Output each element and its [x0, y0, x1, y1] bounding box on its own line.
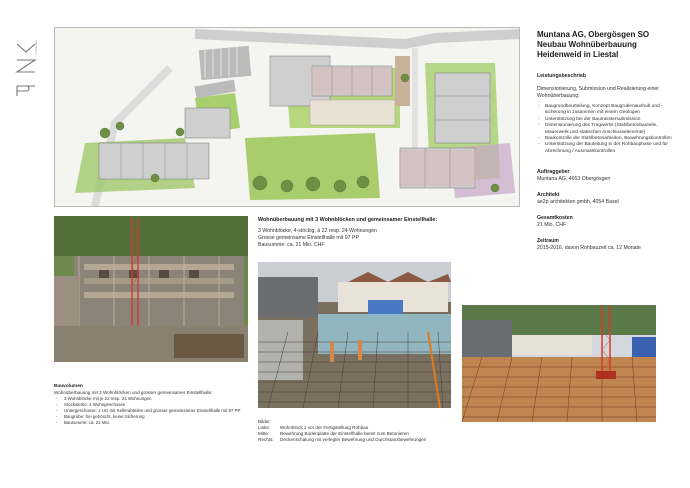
caption-line: Bausumme: ca. 21 Mio. CHF	[258, 242, 325, 249]
caption-title: Wohnüberbauung mit 3 Wohnblöcken und gemeinsamer Einstellhalle:	[258, 217, 438, 223]
photo-right	[462, 305, 656, 422]
site-plan	[54, 27, 520, 207]
architekt-heading: Architekt	[537, 192, 560, 199]
list-item: - Untergeschosse: 1 UG mit Kellerabteilen und grosser gemeinsamer Einstellhalle mit 97 PP	[64, 408, 254, 414]
bilder-heading: Bilder:	[258, 419, 272, 424]
list-item: - Baugrube: frei geböscht, keine Sicherung	[64, 414, 254, 420]
caption-line: 3 Wohnblöcke, 4-stöckig, à 22 resp. 24 Wohnungen	[258, 228, 377, 234]
bilder-key: Mitte:	[258, 431, 270, 436]
zeitraum-heading: Zeitraum	[537, 238, 559, 245]
architekt-value: ae2p architekten gmbh, 4054 Basel	[537, 199, 619, 206]
project-title: Neubau Wohnüberbauung	[537, 40, 637, 49]
photo-left	[54, 216, 248, 362]
list-item: - 3 Wohnblöcke mit je 22 resp. 24 Wohnungen	[64, 396, 254, 402]
bilder-value: Wohnblock 1 vor der Fertigstellung Rohbau	[280, 425, 369, 430]
bilder-key: Links:	[258, 425, 271, 430]
bauvolumen-intro: Wohnüberbauung mit 3 Wohnblöcken und grosser gemeinsamer Einstellhalle:	[54, 390, 213, 395]
center-caption	[258, 217, 458, 250]
bilder-value: Deckenschalung mit verlegter Bewehrung und Durchstanzbewehrungen	[280, 437, 427, 442]
zeitraum-value: 2015-2016, davon Rohbauzeit ca. 12 Monate	[537, 245, 641, 252]
list-item: - Unterstützung der Bauleitung in der Rohbauphase und für Abrechnung / Ausmasskontrollen	[545, 142, 677, 155]
logo-subtext: architekten	[34, 40, 38, 55]
project-info	[537, 30, 677, 252]
list-item: - Stockwerke: 4 Wohngeschosse	[64, 402, 254, 408]
list-item: - Unterstützung bei der Baumeistersubmission	[545, 117, 677, 123]
bilder-row	[258, 437, 508, 443]
leistung-intro: Dimensionierung, Submission und Realisierung einer Wohnüberbauung:	[537, 86, 659, 99]
auftraggeber-value: Muntana AG, 4653 Obergösgen	[537, 176, 611, 183]
project-location: Heidenweid in Liestal	[537, 50, 619, 59]
project-client-title: Muntana AG, Obergösgen SO	[537, 30, 650, 39]
bauvolumen-heading: Bauvolumen	[54, 384, 83, 389]
bilder-value: Bewehrung Bodenplatte der Einstellhalle bereit zum Betonieren	[280, 431, 409, 436]
kosten-heading: Gesamtkosten	[537, 215, 573, 222]
bilder-key: Rechts:	[258, 437, 274, 442]
auftraggeber-heading: Auftraggeber	[537, 169, 570, 176]
bauvolumen-section	[54, 384, 254, 426]
bilder-section	[258, 419, 508, 443]
caption-line: Grosse gemeinsame Einstellhalle mit 97 PP	[258, 235, 359, 242]
leistung-heading: Leistungsbeschrieb	[537, 73, 587, 79]
photo-middle	[258, 262, 451, 408]
bauvolumen-list	[54, 396, 254, 426]
leistung-list	[537, 104, 677, 155]
list-item: - Baukontrolle der Stahlbetonarbeiten, Bewehrungskontrollen	[545, 136, 677, 142]
list-item: - Dimensionierung des Tragwerks (Stahlbetonbauteile, Mauerwerk und statischen Anschlusselemente)	[545, 123, 677, 136]
list-item: - Bausumme: ca. 21 Mio.	[64, 420, 254, 426]
kosten-value: 21 Mio. CHF	[537, 222, 567, 229]
list-item: - Baugrundbeurteilung, Konzept Baugrubenaushub und -sicherung in zusammen mit einem Geologen	[545, 104, 677, 117]
